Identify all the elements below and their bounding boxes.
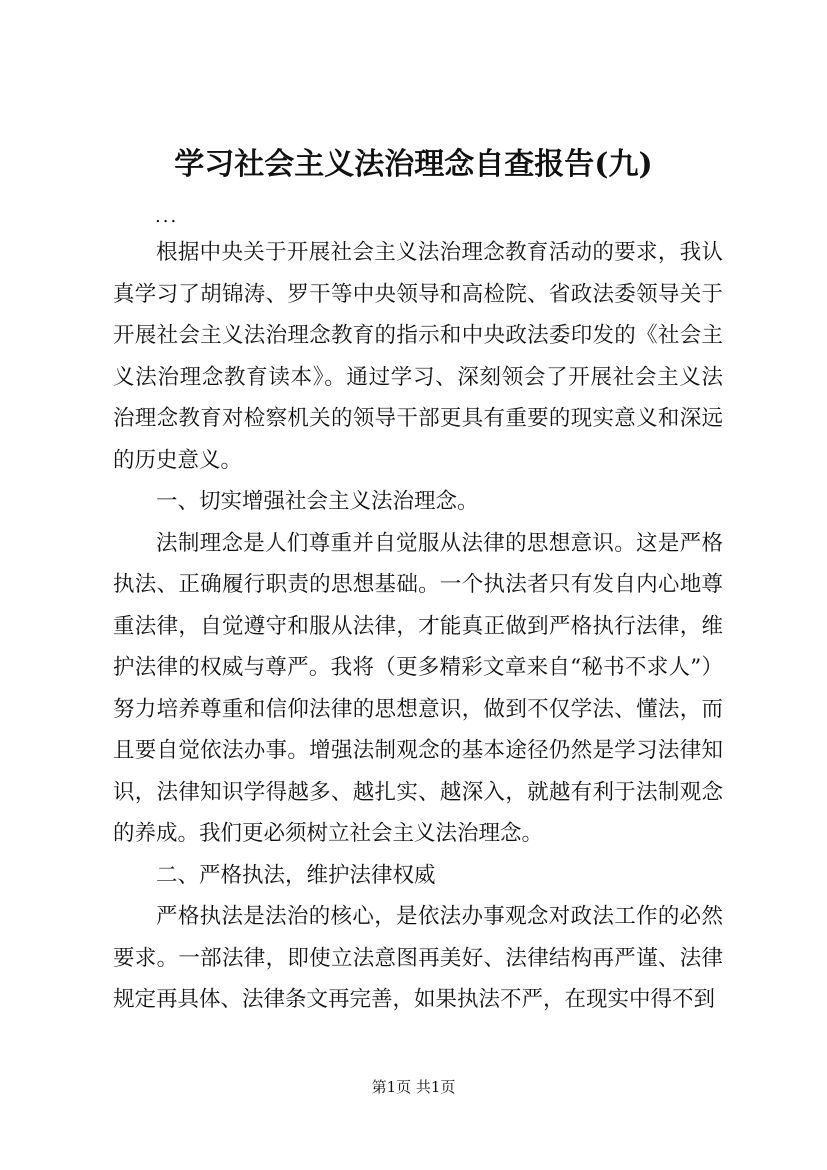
section-heading-1: 一、切实增强社会主义法治理念。 xyxy=(156,489,479,514)
ellipsis-marker: ... xyxy=(155,206,179,227)
paragraph-section-1: 法制理念是人们尊重并自觉服从法律的思想意识。这是严格执法、正确履行职责的思想基础。一个执法者只有发自内心地尊重法律，自觉遵守和服从法律，才能真正做到严格执行法律，维护法律的权威与尊严。我将（更多精彩文章来自“秘书不求人”）努力培养尊重和信仰法律的思想意识，做到不仅学法、懂法，而且要自觉依法办事。增强法制观念的基本途径仍然是学习法律知识，法律知识学得越多、越扎实、越深入，就越有利于法制观念的养成。我们更必须树立社会主义法治理念。 xyxy=(113,530,723,846)
paragraph-intro: 根据中央关于开展社会主义法治理念教育活动的要求，我认真学习了胡锦涛、罗干等中央领导和高检院、省政法委领导关于开展社会主义法治理念教育的指示和中央政法委印发的《社会主义法治理念教育读本》。通过学习、深刻领会了开展社会主义法治理念教育对检察机关的领导干部更具有重要的现实意义和深远的历史意义。 xyxy=(113,240,723,473)
document-title: 学习社会主义法治理念自查报告(九) xyxy=(174,147,653,182)
paragraph-section-2: 严格执法是法治的核心，是依法办事观念对政法工作的必然要求。一部法律，即使立法意图再美好、法律结构再严谨、法律规定再具体、法律条文再完善，如果执法不严，在现实中得不到 xyxy=(113,904,723,1012)
section-heading-2: 二、严格执法，维护法律权威 xyxy=(156,862,436,888)
page-footer: 第1页 共1页 xyxy=(371,1078,456,1096)
document-body xyxy=(113,232,723,1021)
